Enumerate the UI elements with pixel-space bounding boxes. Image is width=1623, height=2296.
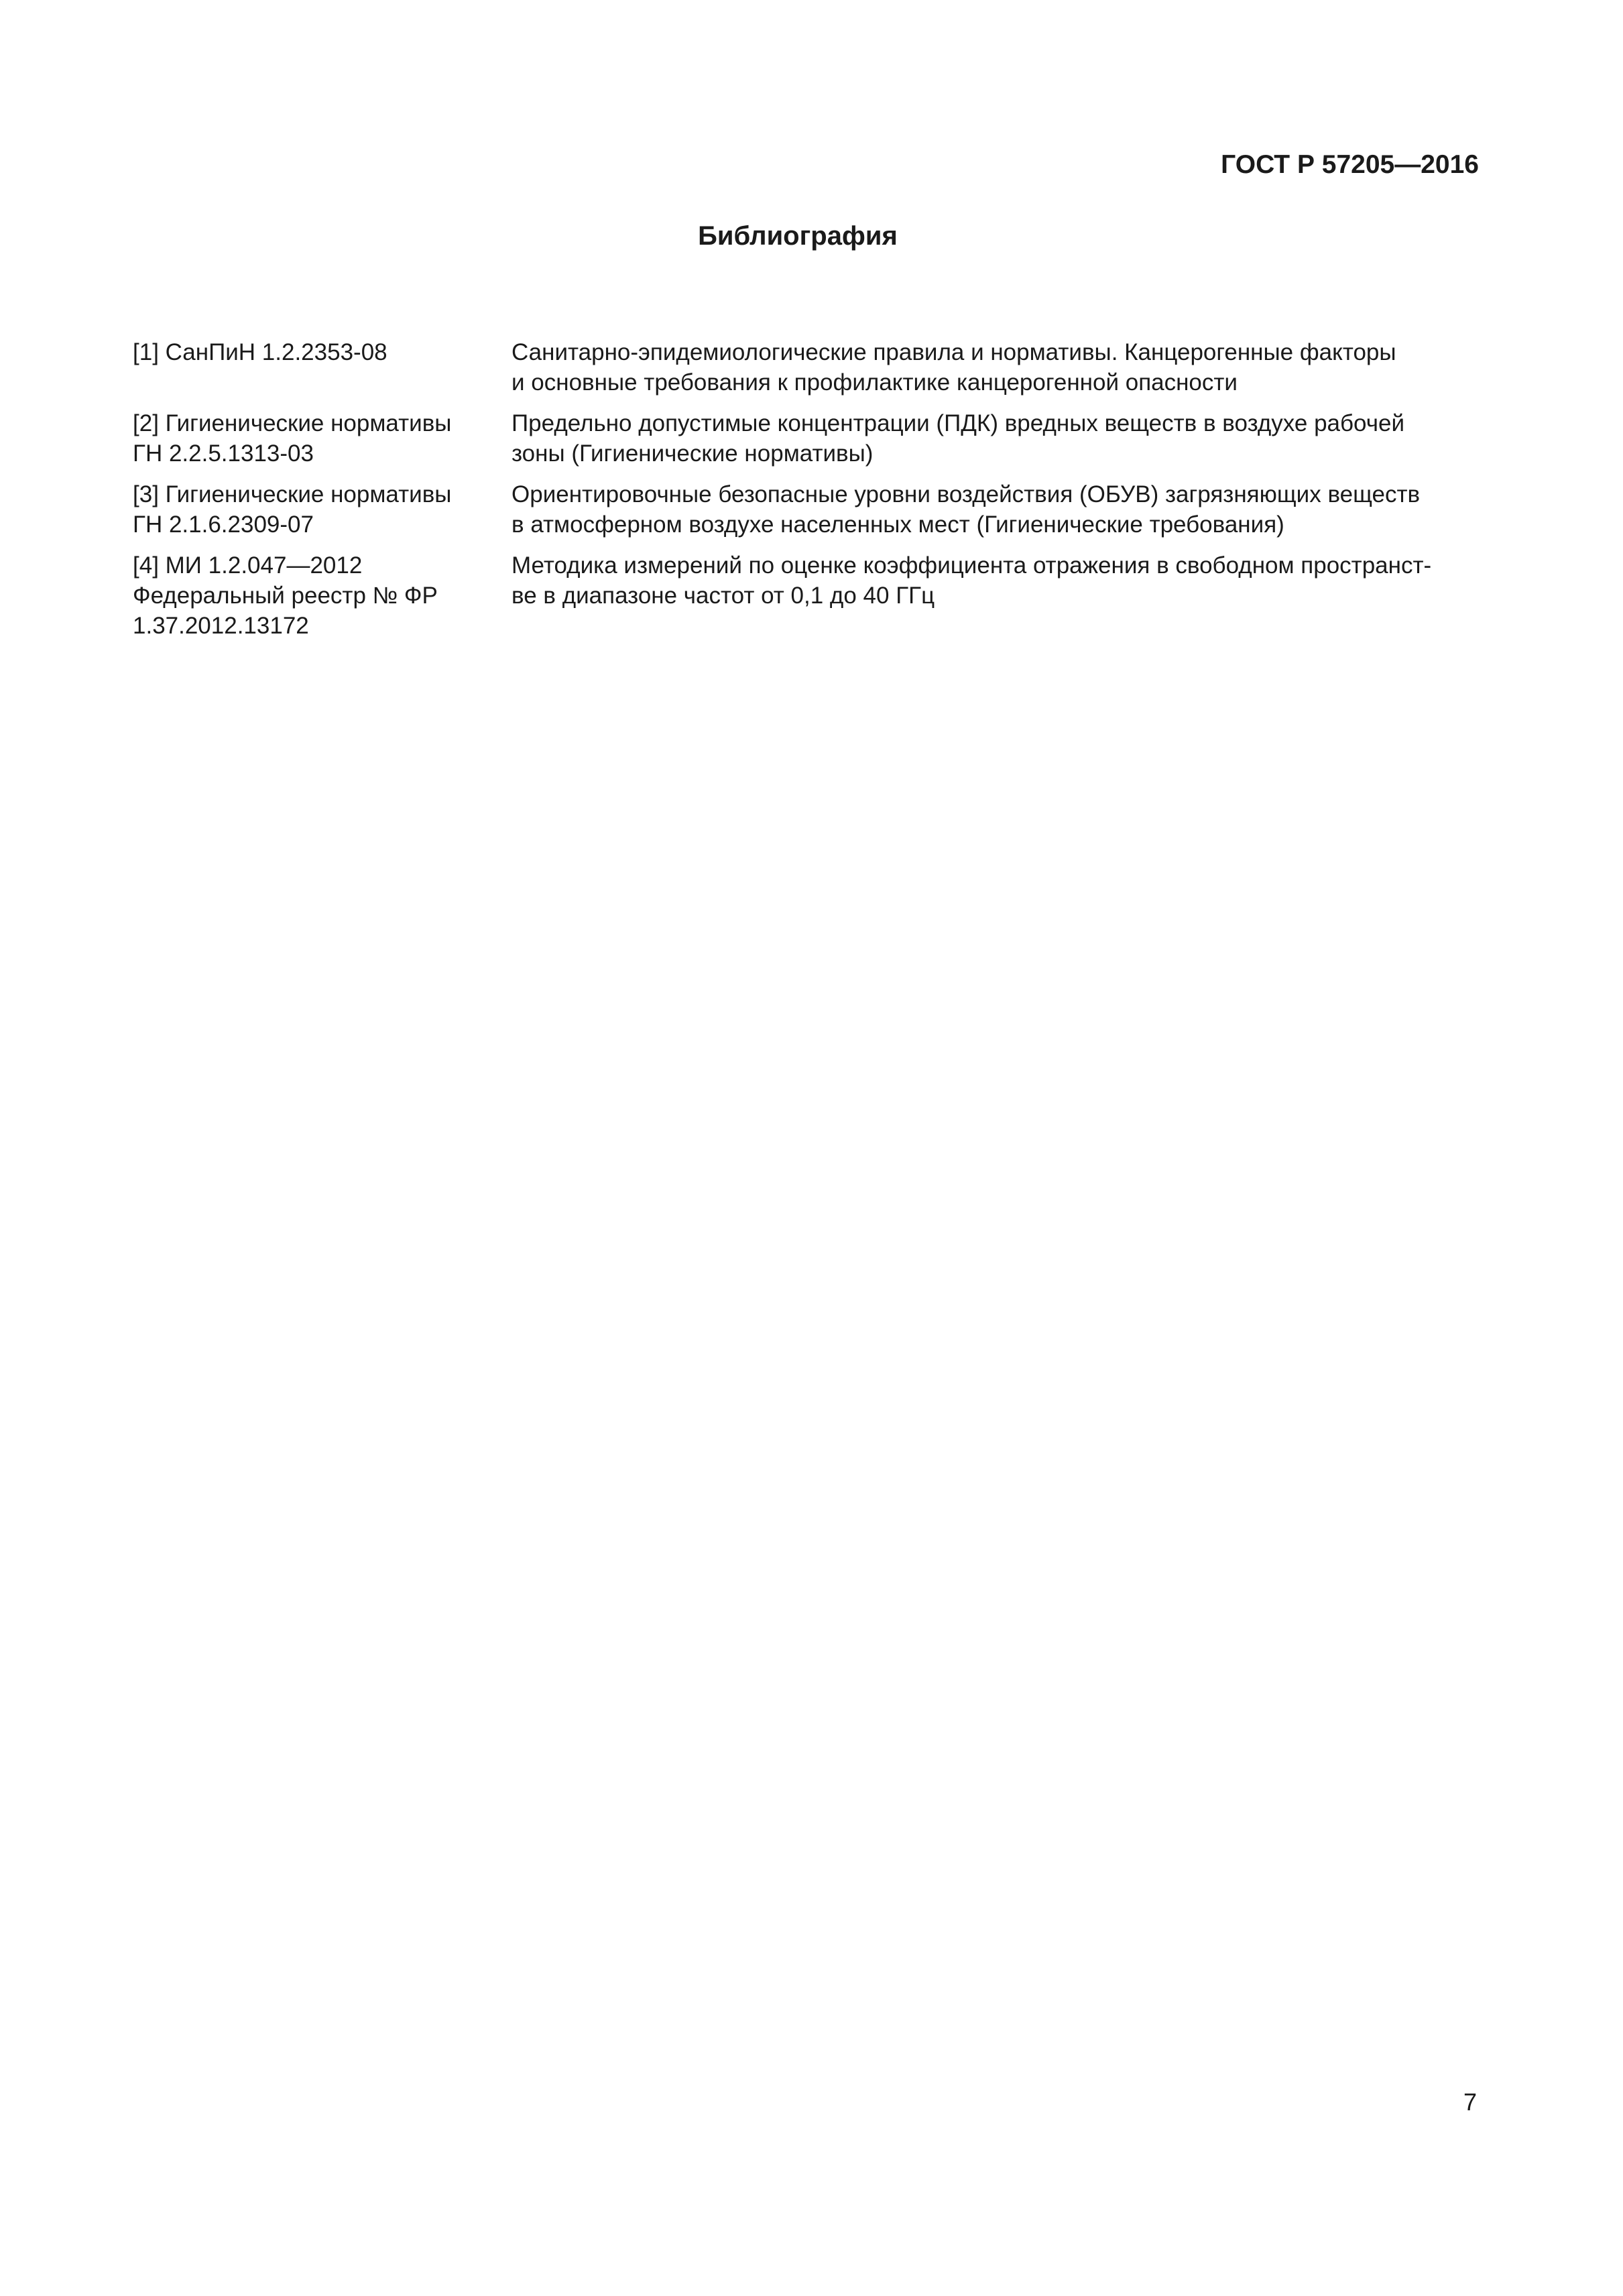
bibliography-entry xyxy=(133,479,1480,540)
document-code: ГОСТ Р 57205—2016 xyxy=(1221,150,1479,179)
bibliography-description: Ориентировочные безопасные уровни воздействия (ОБУВ) загрязняющих веществ в атмосферном воздухе населенных мест (Гигиенические требования) xyxy=(512,481,1421,538)
bibliography-reference: [3] Гигиенические нормативы ГН 2.1.6.2309-07 xyxy=(133,481,452,538)
bibliography-entry xyxy=(133,550,1480,641)
bibliography-reference: [1] СанПиН 1.2.2353-08 xyxy=(133,339,387,365)
bibliography-list xyxy=(133,337,1480,652)
bibliography-description: Методика измерений по оценке коэффициента отражения в свободном пространст- ве в диапазоне частот от 0,1 до 40 ГГц xyxy=(512,552,1432,609)
bibliography-entry xyxy=(133,337,1480,398)
bibliography-description: Санитарно-эпидемиологические правила и нормативы. Канцерогенные факторы и основные требования к профилактике канцерогенной опасности xyxy=(512,339,1396,396)
page-number: 7 xyxy=(1463,2088,1477,2116)
bibliography-description: Предельно допустимые концентрации (ПДК) вредных веществ в воздухе рабочей зоны (Гигиенические нормативы) xyxy=(512,410,1404,467)
section-title: Библиография xyxy=(698,221,898,251)
bibliography-reference: [2] Гигиенические нормативы ГН 2.2.5.1313-03 xyxy=(133,410,452,467)
bibliography-reference: [4] МИ 1.2.047—2012 Федеральный реестр № ФР 1.37.2012.13172 xyxy=(133,552,438,639)
bibliography-entry xyxy=(133,408,1480,469)
